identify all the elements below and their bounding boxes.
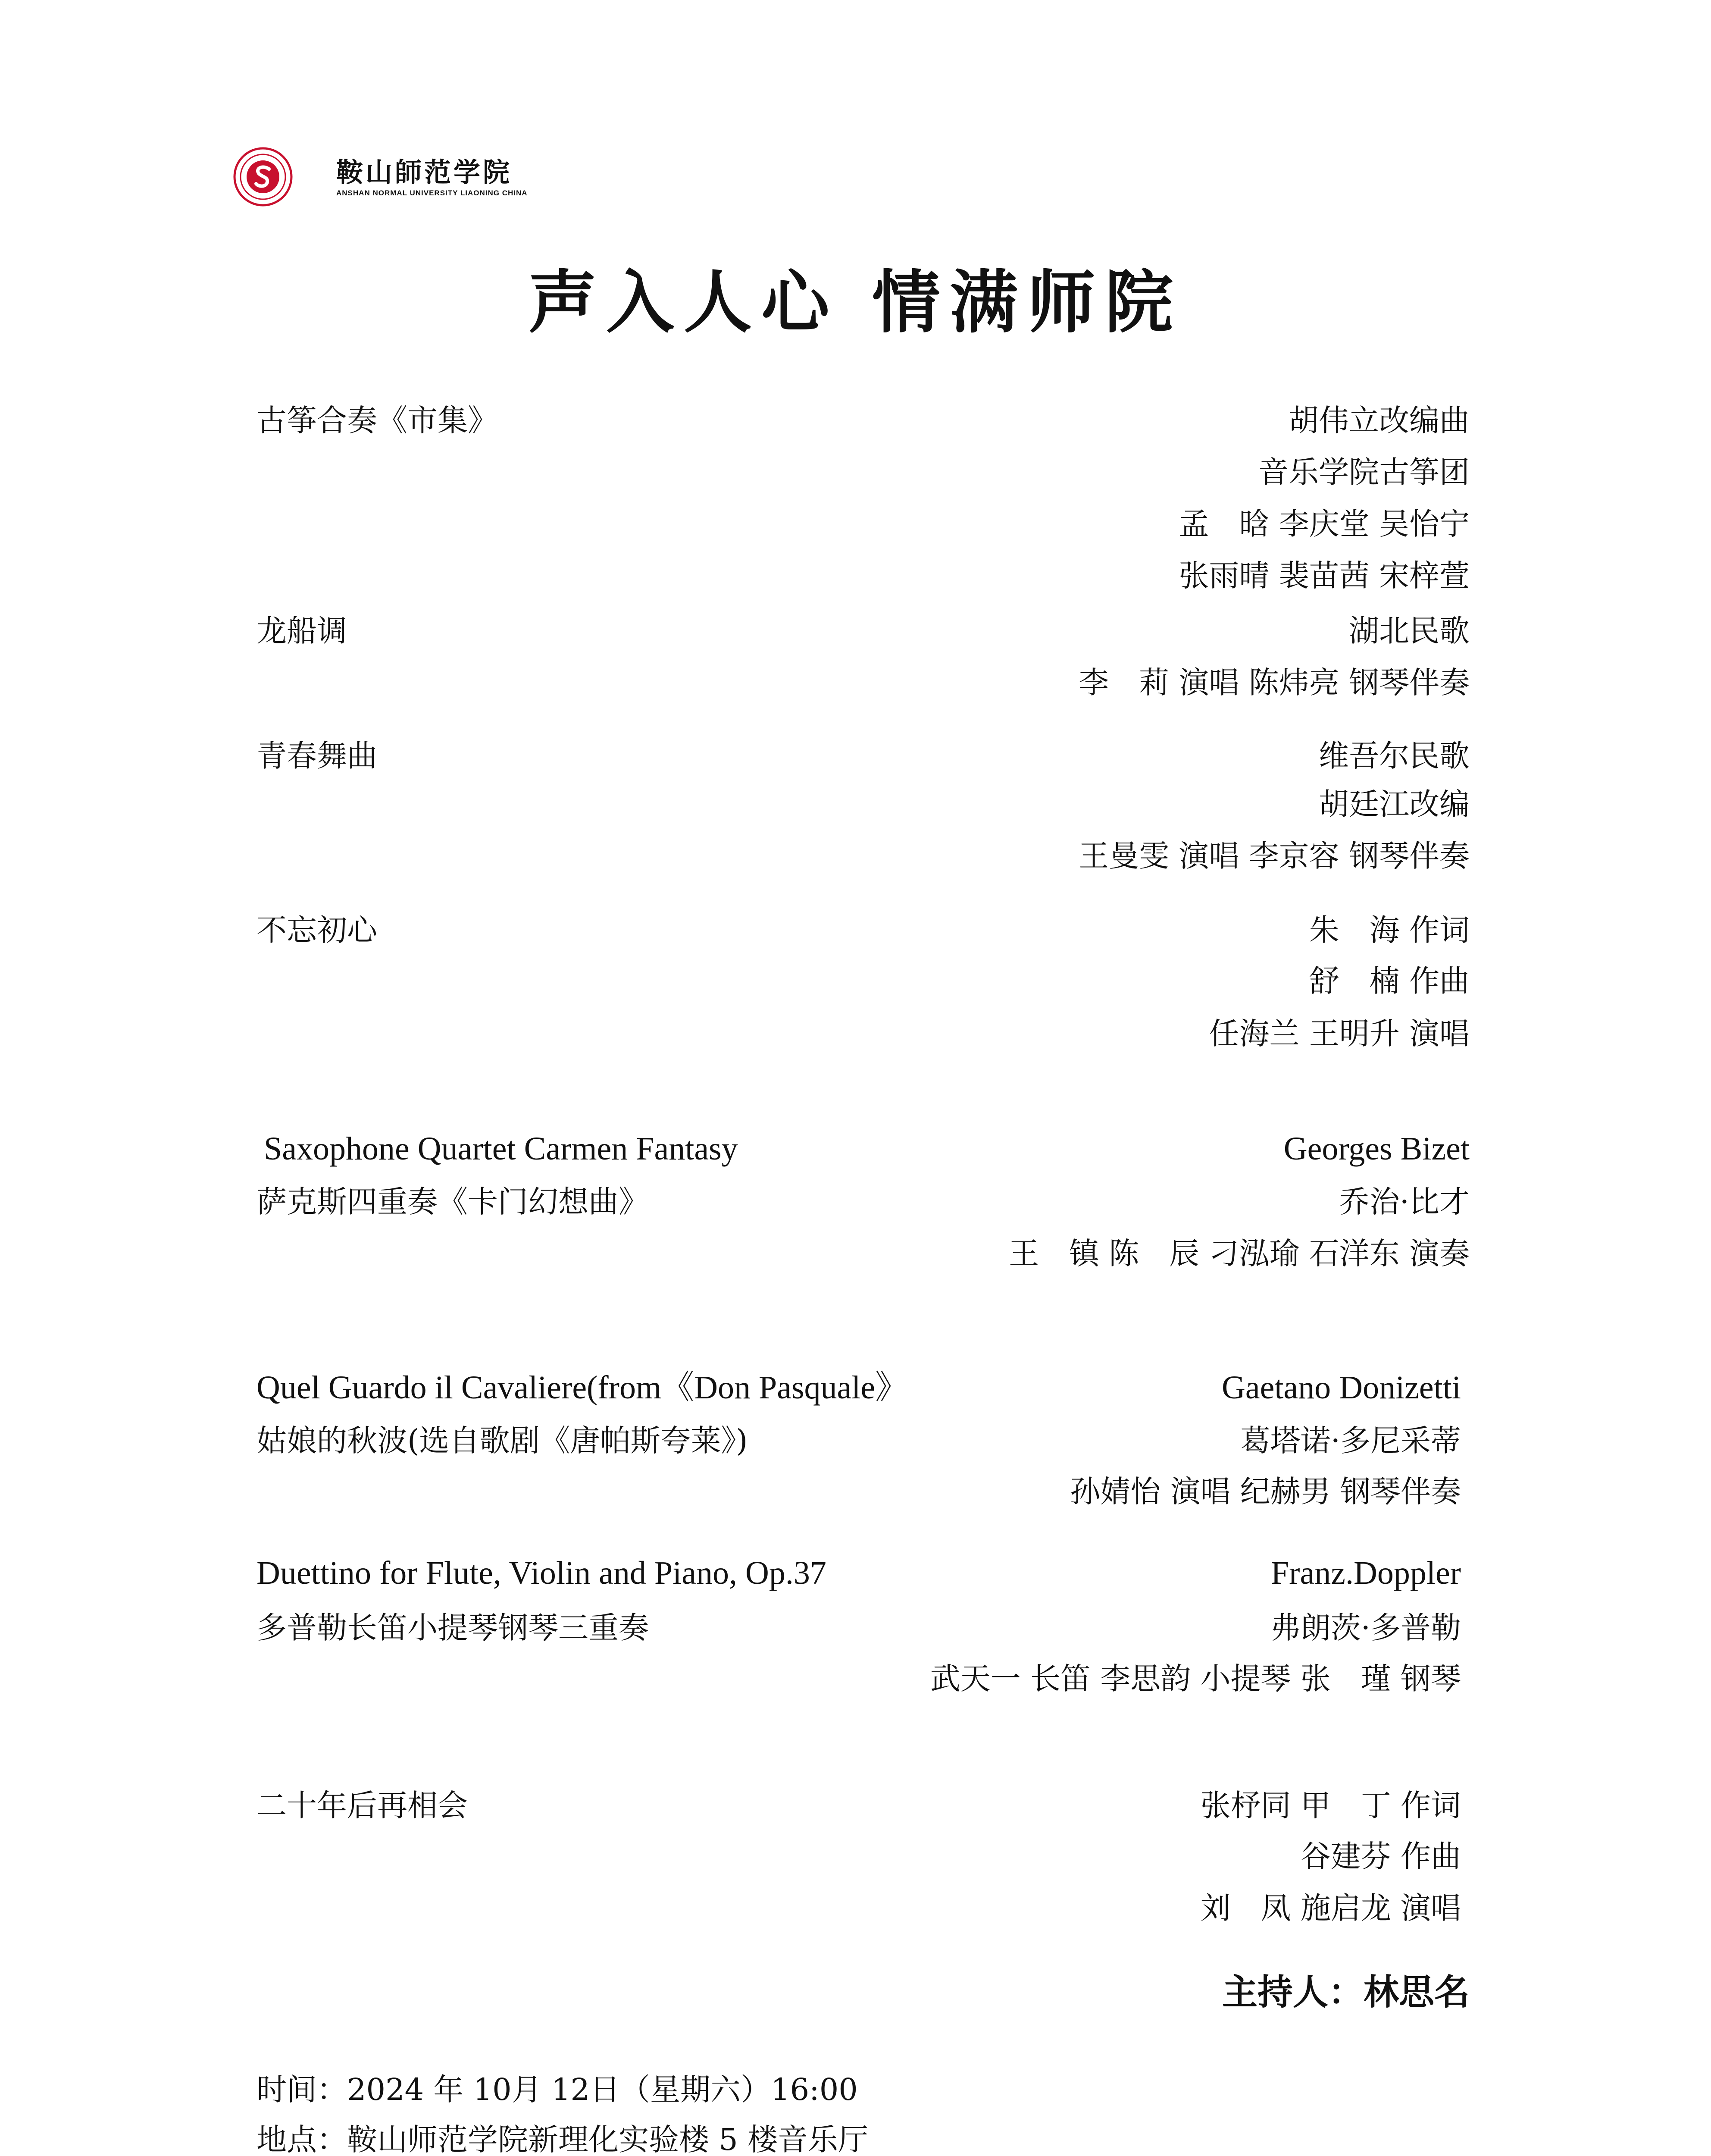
program-credit: 朱 海 作词 [1309, 912, 1470, 948]
program-credit: 王曼雯 演唱 李京容 钢琴伴奏 [1079, 838, 1470, 874]
concert-title: 声入人心 情满师院 [528, 263, 1182, 342]
program-title: 青春舞曲 [256, 738, 377, 774]
program-credit: 刘 凤 施启龙 演唱 [1200, 1890, 1461, 1926]
program-composer: 弗朗茨·多普勒 [1270, 1610, 1461, 1645]
program-performers: 武天一 长笛 李思韵 小提琴 张 瑾 钢琴 [930, 1661, 1461, 1696]
program-credit: 谷建芬 作曲 [1300, 1839, 1461, 1874]
program-title-en: Saxophone Quartet Carmen Fantasy [264, 1131, 738, 1167]
program-title-en: Duettino for Flute, Violin and Piano, Op.37 [256, 1555, 826, 1591]
program-title: 萨克斯四重奏《卡门幻想曲》 [256, 1184, 649, 1219]
program-credit: 孟 晗 李庆堂 吴怡宁 [1179, 506, 1470, 542]
program-credit: 胡伟立改编曲 [1289, 403, 1470, 438]
school-name: 鞍山師范学院 [336, 157, 513, 188]
program-title: 古筝合奏《市集》 [256, 403, 498, 438]
program-credit: 音乐学院古筝团 [1258, 454, 1470, 490]
program-performers: 孙婧怡 演唱 纪赫男 钢琴伴奏 [1070, 1474, 1461, 1509]
concert-venue: 地点：鞍山师范学院新理化实验楼 5 楼音乐厅 [256, 2122, 869, 2156]
program-credit: 舒 楠 作曲 [1309, 963, 1470, 999]
concert-time: 时间：2024 年 10月 12日（星期六）16:00 [256, 2072, 858, 2107]
program-title: 多普勒长笛小提琴钢琴三重奏 [256, 1610, 649, 1645]
program-composer-en: Gaetano Donizetti [1221, 1369, 1461, 1406]
program-title: 不忘初心 [256, 912, 377, 948]
host-name: 主持人：林思名 [1222, 1971, 1470, 2013]
program-performers: 王 镇 陈 辰 刁泓瑜 石洋东 演奏 [1008, 1236, 1470, 1271]
program-credit: 湖北民歌 [1349, 613, 1470, 649]
program-credit: 胡廷江改编 [1319, 787, 1470, 822]
program-credit: 任海兰 王明升 演唱 [1209, 1016, 1470, 1051]
program-title: 二十年后再相会 [256, 1788, 468, 1823]
school-name-en: ANSHAN NORMAL UNIVERSITY LIAONING CHINA [336, 189, 528, 197]
school-seal-icon [233, 147, 293, 207]
program-composer-en: Franz.Doppler [1270, 1555, 1461, 1591]
program-credit: 张杼同 甲 丁 作词 [1200, 1788, 1461, 1823]
program-title: 姑娘的秋波(选自歌剧《唐帕斯夸莱》) [256, 1423, 748, 1458]
program-credit: 维吾尔民歌 [1319, 738, 1470, 774]
program-composer: 葛塔诺·多尼采蒂 [1240, 1423, 1461, 1458]
school-logo [233, 147, 535, 207]
program-composer: 乔治·比才 [1339, 1184, 1470, 1219]
program-credit: 李 莉 演唱 陈炜亮 钢琴伴奏 [1079, 665, 1470, 700]
program-credit: 张雨晴 裴苗茜 宋梓萱 [1179, 558, 1470, 593]
program-composer-en: Georges Bizet [1283, 1131, 1470, 1167]
program-title: 龙船调 [256, 613, 347, 649]
program-title-en: Quel Guardo il Cavaliere(from《Don Pasquale》 [256, 1369, 908, 1406]
